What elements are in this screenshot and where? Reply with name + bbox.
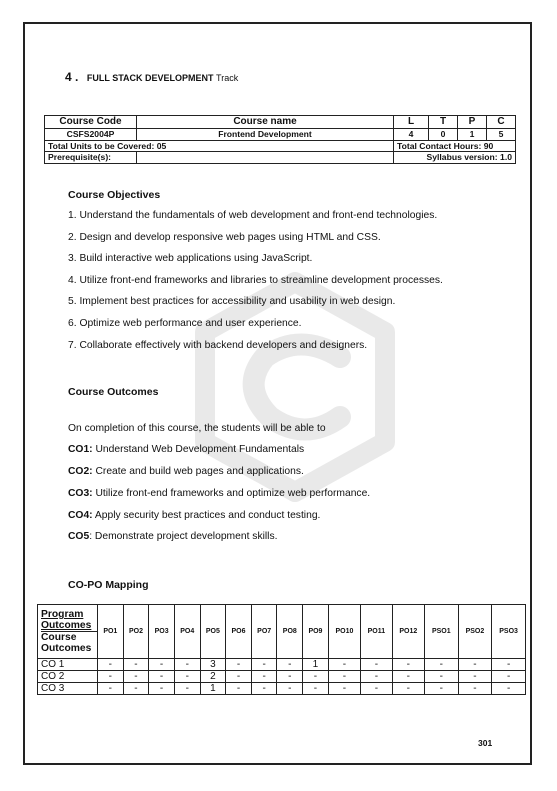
copo-cell: -	[361, 671, 393, 683]
copo-cell: -	[458, 659, 492, 671]
copo-cell: -	[361, 659, 393, 671]
copo-cell: -	[149, 659, 175, 671]
track-suffix: Track	[216, 73, 239, 83]
objective-item: 2. Design and develop responsive web pages using HTML and CSS.	[68, 232, 381, 243]
outcome-item	[68, 510, 320, 521]
objective-item: 3. Build interactive web applications using JavaScript.	[68, 253, 313, 264]
prerequisites-value	[137, 152, 394, 164]
copo-header-row	[38, 605, 526, 659]
outcome-item	[68, 488, 370, 499]
copo-column-header: PSO2	[458, 605, 492, 659]
header-t: T	[429, 116, 458, 129]
objective-item: 5. Implement best practices for accessibility and usability in web design.	[68, 296, 396, 307]
copo-column-header: PO7	[251, 605, 277, 659]
total-units: Total Units to be Covered: 05	[45, 140, 394, 152]
copo-row-label: CO 1	[38, 659, 98, 671]
outcome-text: Utilize front-end frameworks and optimize web performance.	[92, 488, 371, 499]
copo-cell: -	[328, 671, 360, 683]
outcome-text: Create and build web pages and applications.	[92, 466, 304, 477]
header-course-name: Course name	[137, 116, 394, 129]
copo-column-header: PSO3	[492, 605, 526, 659]
outcome-item	[68, 444, 304, 455]
objective-item: 1. Understand the fundamentals of web development and front-end technologies.	[68, 210, 438, 221]
copo-cell: -	[149, 683, 175, 695]
copo-corner-cell	[38, 605, 98, 659]
copo-cell: -	[174, 683, 200, 695]
copo-cell: -	[277, 671, 303, 683]
header-course-code: Course Code	[45, 116, 137, 129]
prerequisites: Prerequisite(s):	[45, 152, 137, 164]
copo-row-label: CO 3	[38, 683, 98, 695]
copo-column-header: PO5	[200, 605, 226, 659]
copo-cell: -	[98, 683, 124, 695]
copo-cell: -	[251, 683, 277, 695]
copo-cell: -	[174, 671, 200, 683]
copo-cell: -	[226, 659, 252, 671]
copo-cell: -	[328, 659, 360, 671]
outcome-code: CO4:	[68, 510, 93, 521]
copo-cell: -	[328, 683, 360, 695]
copo-cell: 3	[200, 659, 226, 671]
copo-cell: -	[123, 671, 149, 683]
outcome-code: CO3:	[68, 488, 93, 499]
copo-cell: -	[277, 659, 303, 671]
copo-row	[38, 659, 526, 671]
course-name: Frontend Development	[137, 129, 394, 141]
header-c: C	[487, 116, 516, 129]
copo-cell: -	[149, 671, 175, 683]
copo-cell: -	[424, 683, 458, 695]
copo-cell: -	[98, 671, 124, 683]
copo-row	[38, 671, 526, 683]
copo-mapping-table	[37, 604, 526, 695]
copo-cell: -	[226, 671, 252, 683]
copo-cell: -	[392, 659, 424, 671]
copo-cell: -	[98, 659, 124, 671]
copo-column-header: PO11	[361, 605, 393, 659]
copo-cell: -	[226, 683, 252, 695]
copo-cell: -	[303, 683, 329, 695]
copo-cell: -	[424, 659, 458, 671]
copo-cell: -	[251, 671, 277, 683]
copo-cell: -	[392, 683, 424, 695]
copo-heading: CO-PO Mapping	[68, 579, 149, 591]
course-l: 4	[394, 129, 429, 141]
total-hours: Total Contact Hours: 90	[394, 140, 516, 152]
page-number: 301	[478, 738, 493, 748]
course-info-table	[44, 115, 516, 164]
objective-item: 4. Utilize front-end frameworks and libraries to streamline development processes.	[68, 275, 443, 286]
copo-cell: -	[458, 671, 492, 683]
course-p: 1	[458, 129, 487, 141]
copo-column-header: PO12	[392, 605, 424, 659]
objective-item: 7. Collaborate effectively with backend developers and designers.	[68, 340, 368, 351]
course-outcomes-label: Course Outcomes	[41, 631, 97, 654]
outcomes-intro: On completion of this course, the students will be able to	[68, 423, 326, 434]
header-l: L	[394, 116, 429, 129]
outcome-text: Apply security best practices and conduct testing.	[92, 510, 321, 521]
copo-column-header: PO9	[303, 605, 329, 659]
copo-column-header: PO2	[123, 605, 149, 659]
course-code: CSFS2004P	[45, 129, 137, 141]
objectives-heading: Course Objectives	[68, 189, 161, 201]
outcome-code: CO2:	[68, 466, 93, 477]
copo-column-header: PO10	[328, 605, 360, 659]
copo-cell: -	[492, 683, 526, 695]
course-t: 0	[429, 129, 458, 141]
objective-item: 6. Optimize web performance and user experience.	[68, 318, 302, 329]
copo-cell: -	[458, 683, 492, 695]
syllabus-version: Syllabus version: 1.0	[394, 152, 516, 164]
copo-cell: -	[251, 659, 277, 671]
copo-cell: -	[123, 683, 149, 695]
copo-cell: -	[492, 659, 526, 671]
outcome-text: Understand Web Development Fundamentals	[92, 444, 305, 455]
outcome-text: : Demonstrate project development skills.	[89, 531, 278, 542]
track-number: 4 .	[65, 70, 79, 84]
copo-cell: -	[492, 671, 526, 683]
outcome-code: CO1:	[68, 444, 93, 455]
copo-cell: -	[303, 671, 329, 683]
program-outcomes-label: Program Outcomes	[41, 609, 92, 631]
copo-column-header: PSO1	[424, 605, 458, 659]
copo-column-header: PO6	[226, 605, 252, 659]
header-p: P	[458, 116, 487, 129]
track-name: FULL STACK DEVELOPMENT	[86, 73, 214, 83]
copo-cell: -	[361, 683, 393, 695]
copo-cell: -	[392, 671, 424, 683]
track-title	[65, 70, 238, 84]
copo-row-label: CO 2	[38, 671, 98, 683]
copo-column-header: PO8	[277, 605, 303, 659]
copo-column-header: PO3	[149, 605, 175, 659]
copo-column-header: PO4	[174, 605, 200, 659]
outcome-code: CO5	[68, 531, 90, 542]
copo-cell: 1	[200, 683, 226, 695]
outcomes-heading: Course Outcomes	[68, 386, 159, 398]
outcome-item	[68, 531, 277, 542]
copo-cell: -	[174, 659, 200, 671]
outcome-item	[68, 466, 304, 477]
course-c: 5	[487, 129, 516, 141]
copo-cell: -	[123, 659, 149, 671]
copo-row	[38, 683, 526, 695]
copo-column-header: PO1	[98, 605, 124, 659]
copo-cell: 2	[200, 671, 226, 683]
copo-cell: -	[277, 683, 303, 695]
copo-cell: -	[424, 671, 458, 683]
copo-cell: 1	[303, 659, 329, 671]
